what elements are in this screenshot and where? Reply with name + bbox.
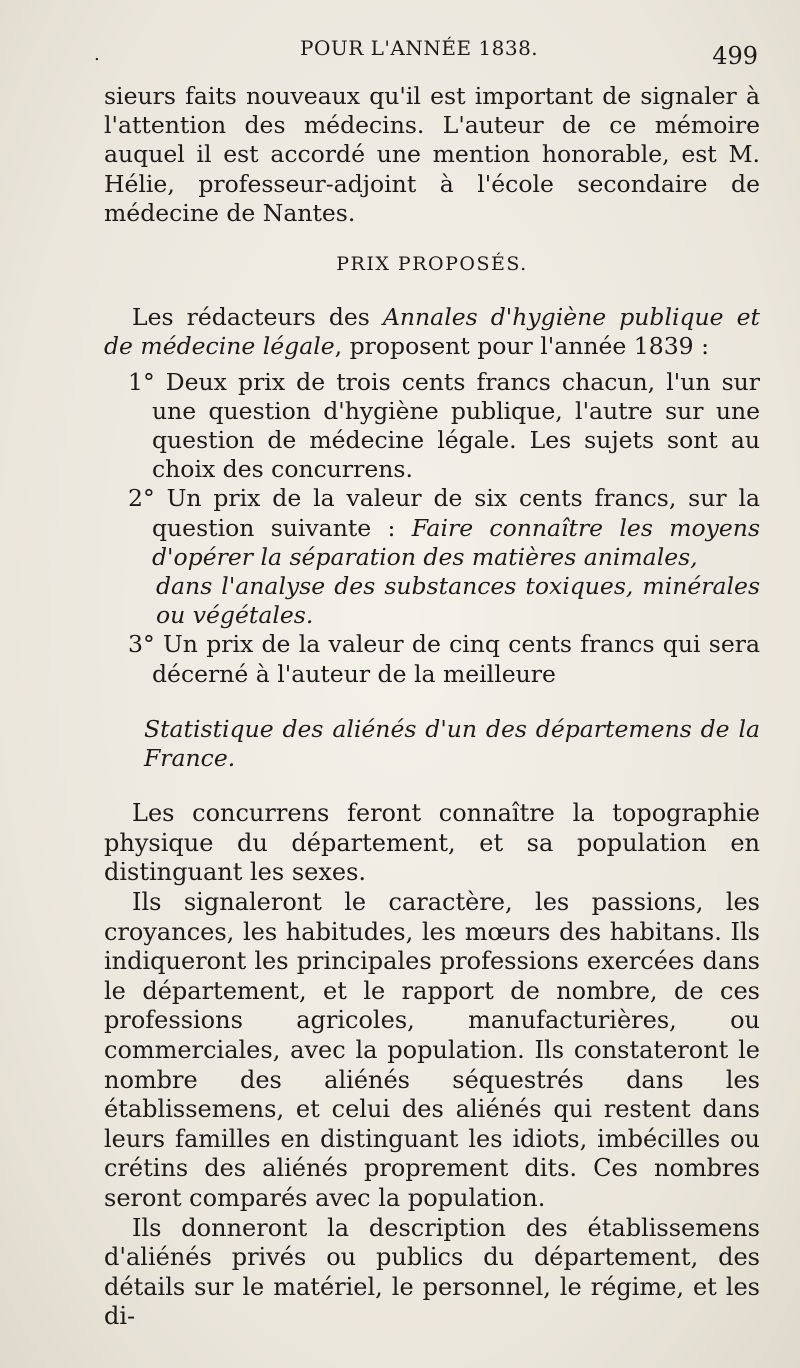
header-dot: . [94, 44, 100, 65]
prize-item-2 [104, 484, 760, 572]
page-number: 499 [712, 42, 758, 70]
prize-item-3: 3° Un prix de la valeur de cinq cents francs qui sera décerné à l'auteur de la meilleure [128, 630, 760, 688]
prize-subject-title: Statistique des aliénés d'un des départemens de la France. [144, 714, 760, 773]
paragraph-signaleront: Ils signaleront le caractère, les passions, les croyances, les habitudes, les mœurs des habitans. Ils indiqueront les principales professions exercées dans le département, et le rapport de nombre, de ces professions agricoles, manufacturières, ou commerciales, avec la population. Ils constateront le nombre des aliénés séquestrés dans les établissemens, et celui des aliénés qui restent dans leurs familles en distinguant les idiots, imbécilles ou crétins des aliénés proprement dits. Ces nombres seront comparés avec la population. [104, 888, 760, 1212]
body-text [104, 82, 760, 1332]
prize-item-1: 1° Deux prix de trois cents francs chacun, l'un sur une question d'hygiène publique, l'autre sur une question de médecine légale. Les sujets sont au choix des concurrens. [128, 367, 760, 484]
prize-item-2-question: Faire connaître les moyens d'opérer la séparation des matières animales, [152, 513, 760, 571]
paragraph-donneront: Ils donneront la description des établissemens d'aliénés privés ou publics du département, des détails sur le matériel, le personnel, le régime, et les di- [104, 1213, 760, 1331]
section-heading: PRIX PROPOSÉS. [336, 253, 528, 276]
journal-title: Annales d'hygiène publique et de médecine légale [104, 303, 760, 361]
paragraph-redacteurs [104, 303, 760, 361]
redacteurs-text: Les rédacteurs des [132, 303, 383, 332]
running-header [0, 36, 800, 76]
prize-item-2-text: 2° Un prix de la valeur de six cents francs, sur la question suivante : [128, 484, 760, 542]
paragraph-concurrens: Les concurrens feront connaître la topographie physique du département, et sa population en distinguant les sexes. [104, 799, 760, 887]
running-title: POUR L'ANNÉE 1838. [300, 36, 539, 60]
prize-item-2-question-cont: dans l'analyse des substances toxiques, minérales ou végétales. [156, 572, 760, 630]
paragraph-intro: sieurs faits nouveaux qu'il est important de signaler à l'attention des médecins. L'auteur de ce mémoire auquel il est accordé une mention honorable, est M. Hélie, professeur-adjoint à l'école secondaire de médecine de Nantes. [104, 82, 760, 227]
redacteurs-text-end: , proposent pour l'année 1839 : [334, 332, 709, 361]
